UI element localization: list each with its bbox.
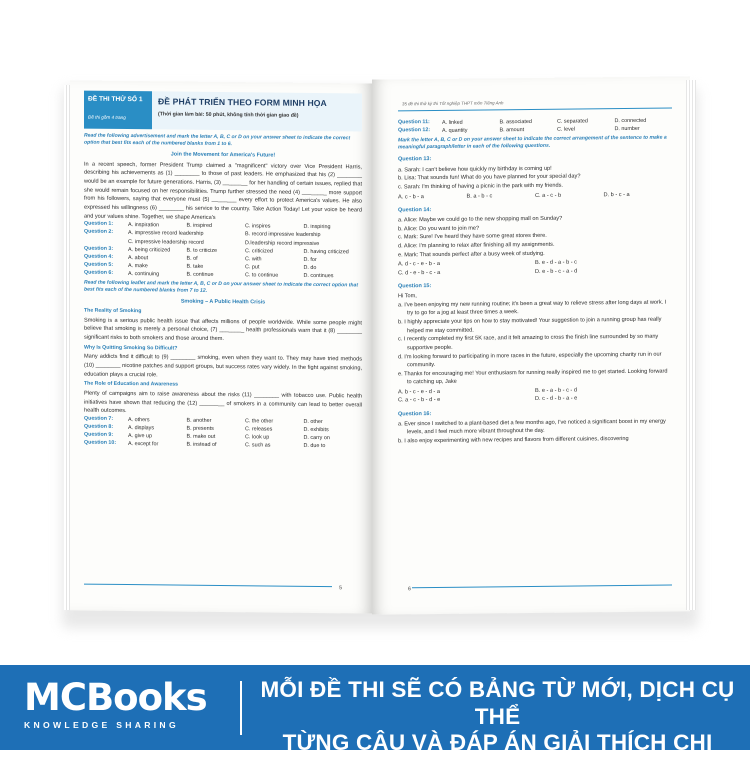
- answer-option: B. e - d - a - b - c: [535, 259, 577, 267]
- answer-option: D. do: [303, 264, 317, 271]
- test-title-box: [152, 91, 362, 131]
- question-number: Question 4:: [84, 253, 114, 260]
- instruction-2: Read the following leaflet and mark the letter A, B, C or D on your answer sheet to indicate the correct option that best fits each of the numbered blanks from 7 to 12.: [84, 279, 359, 294]
- arrangement-item: c. I recently completed my first 5K race, and it felt amazing to cross the finish line surrounded by so many supportive people.: [398, 333, 659, 352]
- answer-option: C. criticized: [245, 247, 273, 255]
- answer-option: C. look up: [245, 434, 270, 441]
- answer-option: D. e - b - c - a - d: [535, 268, 578, 275]
- answer-option: C. such as: [245, 442, 271, 449]
- answer-option: A. inspiration: [128, 222, 160, 229]
- answer-option: B. inspired: [186, 222, 212, 230]
- ad-title: Join the Movement for America's Future!: [170, 151, 276, 159]
- arrangement-item: b. Lisa: That sounds fun! What do you have planned for your special day?: [398, 173, 581, 182]
- logo-wordmark: MCBooks: [24, 676, 207, 719]
- questions-11-12: [398, 116, 672, 135]
- answer-option: B. of: [186, 255, 198, 262]
- test-header: [84, 91, 362, 132]
- leaflet-text-2: Many addicts find it difficult to (9) ________ smoking, even when they want to. They may have tried methods (10) ________ nicotine patches and support groups, but success rates vary widely. In the fight against smoking, education plays a crucial role.: [84, 353, 362, 378]
- letter-greeting: Hi Tom,: [398, 293, 417, 300]
- answer-option: D.leadership record impressive: [245, 239, 320, 247]
- badge-text: ĐỀ THI THỬ SỐ 1: [88, 95, 143, 104]
- answer-option: B. e - a - b - c - d: [535, 387, 577, 395]
- leaflet-text-3: Plenty of campaigns aim to raise awareness about the risks (11) ________ with tobacco use. Public health initiatives have shown that reducing the (12) ________ of smokers in a community can lead to better overall health outcomes.: [84, 390, 362, 415]
- answer-option: D. carry on: [303, 434, 330, 442]
- answer-option: A. displays: [128, 424, 155, 432]
- arrangement-item: e. Mark: That sounds perfect after a busy week of studying.: [398, 250, 545, 258]
- left-page: [70, 80, 372, 613]
- question-number: Question 11:: [398, 118, 430, 125]
- running-head-rule: [398, 107, 672, 111]
- arrangement-item: a. I've been enjoying my new running routine; it's been a great way to relieve stress after long days at work. I try to go for a jog at least three times a week.: [398, 299, 667, 317]
- arrangement-item: d. I'm looking forward to participating in more races in the future, especially the upcoming charity run in our community.: [398, 351, 662, 369]
- answer-option: B. record impressive leadership: [245, 231, 321, 239]
- arrangement-item: a. Sarah: I can't believe how quickly my birthday is coming up!: [398, 165, 552, 174]
- question-number: Question 12:: [398, 126, 431, 134]
- answer-option: A. give up: [128, 433, 152, 440]
- running-head: 35 đề thi thử kỳ thi Tốt nghiệp THPT môn Tiếng Anh: [402, 100, 504, 107]
- tagline-line-2: TỪNG CÂU VÀ ĐÁP ÁN GIẢI THÍCH CHI TIẾT: [282, 730, 713, 782]
- arrangement-item: c. Sarah: I'm thinking of having a picnic in the park with my friends.: [398, 182, 563, 191]
- question-13-label: Question 13:: [398, 156, 432, 163]
- question-15-label: Question 15:: [398, 282, 432, 290]
- answer-option: A. d - c - e - b - a: [398, 261, 440, 268]
- question-14-items: [398, 213, 672, 259]
- arrangement-item: a. Alice: Maybe we could go to the new shopping mall on Sunday?: [398, 215, 563, 224]
- answer-option: C. inspires: [245, 223, 271, 230]
- answer-option: A. except for: [128, 441, 159, 448]
- answer-option: C. the other: [245, 418, 274, 425]
- answer-option: B. presents: [186, 425, 214, 432]
- question-number: Question 1:: [84, 220, 114, 228]
- answer-option: C. a - c - b - d - e: [398, 397, 441, 404]
- logo-tagline: KNOWLEDGE SHARING: [24, 720, 179, 730]
- answer-option: D. for: [303, 256, 317, 263]
- answer-option: B. another: [186, 417, 212, 424]
- question-number: Question 7:: [84, 415, 114, 422]
- question-13-items: [398, 163, 672, 192]
- answer-option: D. b - c - a: [603, 191, 630, 198]
- ad-text: In a recent speech, former President Trump claimed a "magnificent" victory over Vice President Harris, describing his achievements as (1) ________ to those of past leaders. He emphasized that his (2) ________ would be an example for future generations. Harris, (3) ________ for her handling of certain issues, replied that she would remain focused on her responsibilities. Trump further stressed the need (4) ________ more support from his followers, saying that everyone must (5) ________ every effort to protect America's values. He also expressed his willingness (6) ________ his service to the country. Take Action Today! Let your voice be heard and your values shine. Together, we shape America's: [84, 161, 362, 221]
- answer-option: A. impressive record leadership: [128, 230, 204, 238]
- test-badge: [84, 91, 152, 130]
- question-number: Question 10:: [84, 439, 117, 447]
- answer-option: A. linked: [442, 119, 463, 126]
- leaflet-text-1: Smoking is a serious public health issue that affects millions of people worldwide. While some people might believe that smoking is merely a personal choice, (7) ________ health professionals warn that it (8) ________ significant risks to both smokers and those around them.: [84, 317, 362, 342]
- question-number: Question 9:: [84, 431, 114, 438]
- answer-option: A. make: [128, 262, 148, 270]
- tagline-line-1: MỖI ĐỀ THI SẼ CÓ BẢNG TỪ MỚI, DỊCH CỤ THỂ: [260, 677, 735, 729]
- page-stack-right: [686, 80, 696, 610]
- section-heading-1: The Reality of Smoking: [84, 307, 142, 315]
- question-number: Question 5:: [84, 261, 114, 268]
- answer-option: A. others: [128, 416, 150, 424]
- answer-option: D. due to: [303, 443, 326, 450]
- question-row: [84, 270, 362, 281]
- question-14-options: [398, 258, 672, 277]
- answer-option: B. instead of: [186, 441, 217, 449]
- question-16-items: [398, 417, 672, 446]
- question-number: Question 8:: [84, 423, 114, 430]
- question-15-items: [398, 298, 672, 387]
- answer-option: B. amount: [499, 126, 525, 133]
- arrangement-item: d. Alice: I'm planning to relax after finishing all my assignments.: [398, 241, 555, 250]
- banner-tagline: [255, 677, 740, 783]
- question-row: [398, 124, 672, 135]
- question-14-label: Question 14:: [398, 206, 432, 214]
- answer-option: C. level: [557, 126, 575, 133]
- answer-option: A. continuing: [128, 271, 160, 278]
- question-number: Question 2:: [84, 229, 114, 236]
- leaflet-title: Smoking – A Public Health Crisis: [180, 298, 266, 306]
- answer-option: A. c - b - a: [398, 193, 424, 200]
- answer-option: C. put: [245, 264, 260, 271]
- section-heading-2: Why Is Quitting Smoking So Difficult?: [84, 344, 178, 352]
- answer-option: C. separated: [557, 117, 588, 125]
- mcbooks-logo: [24, 676, 207, 730]
- page-number-left: 5: [339, 585, 342, 592]
- answer-option: D. connected: [614, 117, 647, 124]
- answer-option: C. d - e - b - c - a: [398, 269, 441, 276]
- right-page: [372, 76, 690, 614]
- banner-divider: [240, 681, 242, 735]
- answer-option: D. inspiring: [303, 224, 331, 231]
- question-row: [84, 440, 362, 451]
- answer-option: B. make out: [186, 433, 216, 440]
- questions-7-10: [84, 415, 362, 450]
- answer-option: B. take: [186, 263, 204, 270]
- arrangement-item: c. Mark: Sure! I've heard they have some great stores there.: [398, 233, 547, 241]
- page-number-right: 6: [408, 586, 411, 593]
- arrangement-item: b. Alice: Do you want to join me?: [398, 225, 480, 233]
- answer-option: A. being criticized: [128, 246, 171, 254]
- instruction-3: Mark the letter A, B, C or D on your answer sheet to indicate the correct arrangement of the sentence to make a meaningful paragraph/letter in each of the following questions.: [398, 134, 667, 151]
- answer-option: A. b - c - e - d - a: [398, 389, 440, 396]
- answer-option: B. continue: [186, 271, 214, 278]
- section-heading-3: The Role of Education and Awareness: [84, 380, 178, 388]
- question-number: Question 3:: [84, 245, 114, 252]
- answer-option: D. other: [303, 418, 323, 425]
- answer-option: B. to criticize: [186, 247, 218, 254]
- question-15-options: [398, 386, 672, 405]
- arrangement-item: a. Ever since I switched to a plant-based diet a few months ago, I've noticed a significant boost in my energy levels, and I feel much more vibrant throughout the day.: [398, 418, 666, 436]
- arrangement-item: b. I highly appreciate your tips on how to stay motivated! Your suggestion to join a running group has really helped me stay committed.: [398, 316, 662, 334]
- answer-option: A. about: [128, 254, 149, 262]
- answer-option: D. number: [614, 125, 640, 132]
- answer-option: C. to continue: [245, 272, 279, 279]
- question-13-options: [398, 190, 672, 201]
- badge-sub: Đề thi gồm 4 trang: [88, 114, 126, 120]
- arrangement-item: b. I also enjoy experimenting with new recipes and flavors from different cuisines, discovering: [398, 436, 629, 445]
- question-number: Question 6:: [84, 269, 114, 276]
- question-16-label: Question 16:: [398, 410, 432, 418]
- questions-1-6: [84, 221, 362, 281]
- answer-option: C. releases: [245, 426, 273, 433]
- test-time: (Thời gian làm bài: 50 phút, không tính thời gian giao đề): [158, 111, 299, 119]
- answer-option: A. quantity: [442, 127, 468, 134]
- instruction-1: Read the following advertisement and mark the letter A, B, C or D on your answer sheet to indicate the correct option that best fits each of the numbered blanks from 1 to 6.: [84, 132, 351, 147]
- answer-option: D. having criticized: [303, 248, 349, 256]
- answer-option: C. impressive leadership record: [128, 238, 204, 246]
- answer-option: C. a - c - b: [535, 192, 562, 199]
- arrangement-item: e. Thanks for encouraging me! Your enthusiasm for running really inspired me to get started. Looking forward to catching up, Jake: [398, 368, 668, 386]
- promo-banner: [0, 665, 750, 782]
- answer-option: D. continues: [303, 272, 334, 280]
- answer-option: B. associated: [499, 118, 532, 125]
- answer-option: C. with: [245, 256, 262, 263]
- test-title: ĐỀ PHÁT TRIỂN THEO FORM MINH HỌA: [158, 96, 327, 109]
- answer-option: D. exhibits: [303, 426, 329, 434]
- answer-option: D. c - d - b - a - e: [535, 395, 578, 403]
- answer-option: B. a - b - c: [466, 192, 493, 200]
